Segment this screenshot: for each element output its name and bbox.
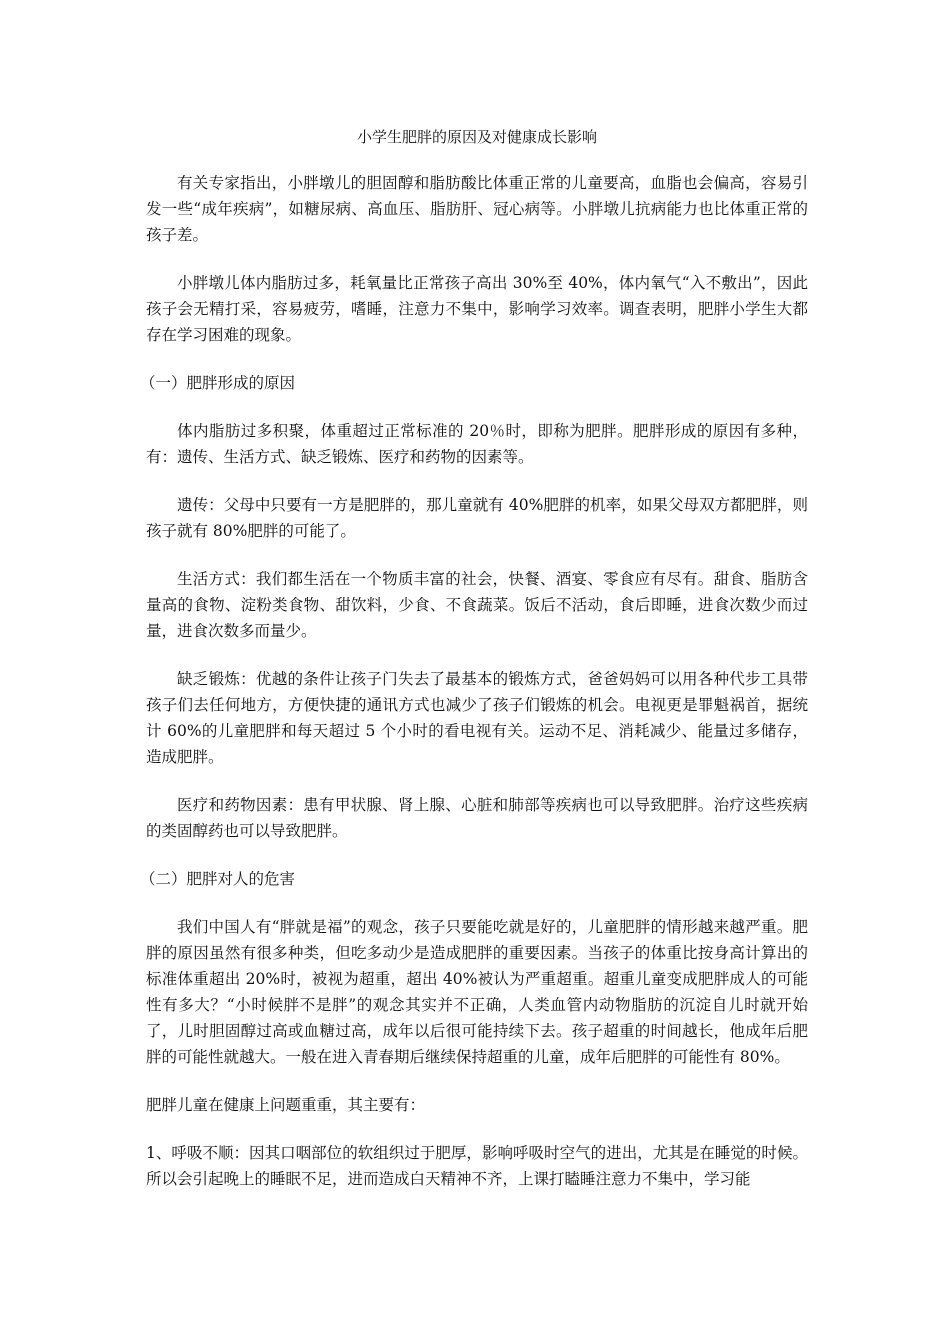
paragraph-harms: 我们中国人有“胖就是福”的观念，孩子只要能吃就是好的，儿童肥胖的情形越来越严重。肥胖的原因虽然有很多种类，但吃多动少是造成肥胖的重要因素。当孩子的体重比按身高计算出的标准体重超出 20%时，被视为超重，超出 40%被认为严重超重。超重儿童变成肥胖成人的可能性有多大？“小时候胖不是胖”的观念其实并不正确，人类血管内动物脂肪的沉淀自儿时就开始了，儿时胆固醇过高或血糖过高，成年以后很可能持续下去。孩子超重的时间越长，他成年后肥胖的可能性就越大。一般在进入青春期后继续保持超重的儿童，成年后肥胖的可能性有 80%。 bbox=[146, 918, 808, 1066]
paragraph-heredity: 遗传：父母中只要有一方是肥胖的，那儿童就有 40%肥胖的机率，如果父母双方都肥胖，则孩子就有 80%肥胖的可能了。 bbox=[146, 496, 808, 540]
paragraph-medical-factors: 医疗和药物因素：患有甲状腺、肾上腺、心脏和肺部等疾病也可以导致肥胖。治疗这些疾病的类固醇药也可以导致肥胖。 bbox=[146, 796, 808, 840]
paragraph-oxygen-consumption: 小胖墩儿体内脂肪过多，耗氧量比正常孩子高出 30%至 40%，体内氧气“入不敷出”，因此孩子会无精打采，容易疲劳，嗜睡，注意力不集中，影响学习效率。调查表明，肥胖小学生大都存在学习困难的现象。 bbox=[146, 274, 808, 344]
paragraph-lifestyle: 生活方式：我们都生活在一个物质丰富的社会，快餐、酒宴、零食应有尽有。甜食、脂肪含量高的食物、淀粉类食物、甜饮料，少食、不食蔬菜。饭后不活动，食后即睡，进食次数少而过量，进食次数多而量少。 bbox=[146, 570, 808, 640]
section-heading-harms: （二）肥胖对人的危害 bbox=[140, 870, 296, 888]
document-body bbox=[140, 124, 808, 1214]
paragraph-health-problems-intro: 肥胖儿童在健康上问题重重，其主要有： bbox=[146, 1096, 426, 1114]
document-title: 小学生肥胖的原因及对健康成长影响 bbox=[356, 128, 597, 146]
paragraph-expert-opinion: 有关专家指出，小胖墩儿的胆固醇和脂肪酸比体重正常的儿童要高，血脂也会偏高，容易引发一些“成年疾病”，如糖尿病、高血压、脂肪肝、冠心病等。小胖墩儿抗病能力也比体重正常的孩子差。 bbox=[146, 174, 808, 244]
paragraph-breathing: 1、呼吸不顺：因其口咽部位的软组织过于肥厚，影响呼吸时空气的进出，尤其是在睡觉的时候。所以会引起晚上的睡眠不足，进而造成白天精神不齐，上课打瞌睡注意力不集中，学习能 bbox=[146, 1144, 808, 1188]
paragraph-definition: 体内脂肪过多积聚，体重超过正常标准的 20％时，即称为肥胖。肥胖形成的原因有多种，有：遗传、生活方式、缺乏锻炼、医疗和药物的因素等。 bbox=[146, 422, 808, 466]
paragraph-lack-of-exercise: 缺乏锻炼：优越的条件让孩子门失去了最基本的锻炼方式，爸爸妈妈可以用各种代步工具带孩子们去任何地方，方便快捷的通讯方式也减少了孩子们锻炼的机会。电视更是罪魁祸首，据统计 60%的儿童肥胖和每天超过 5 个小时的看电视有关。运动不足、消耗减少、能量过多储存，造成肥胖。 bbox=[146, 670, 808, 766]
section-heading-causes: （一）肥胖形成的原因 bbox=[140, 374, 296, 392]
